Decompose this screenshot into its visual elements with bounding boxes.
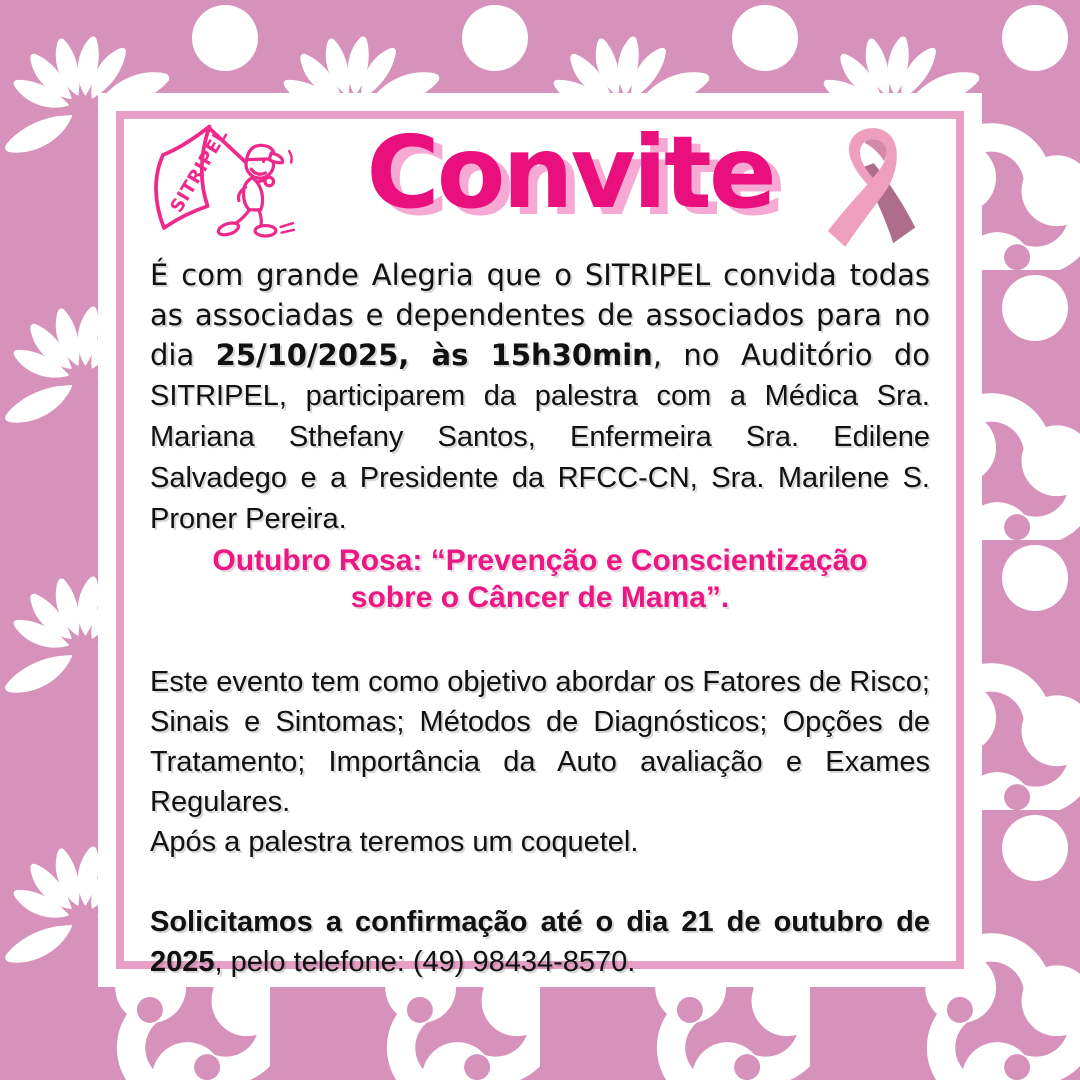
intro-segment-3: , no Auditório do bbox=[652, 338, 931, 373]
logo-flag-text: SITRIPEL bbox=[166, 125, 233, 217]
card-header bbox=[98, 93, 982, 243]
intro-segment-4: SITRIPEL, participarem da palestra com a Médica Sra. Mariana Sthefany Santos, Enfermeira Sra. Edilene Salvadego e a Presidente da RFCC-CN, Sra. Marilene S. Proner Pereira. bbox=[150, 380, 930, 536]
invitation-card bbox=[98, 93, 982, 987]
intro-segment-1: É com grande Alegria que o SITRIPEL convida todas as associadas e dependentes de associados para no dia bbox=[150, 258, 930, 373]
ribbon-loop-and-left-tail bbox=[828, 128, 897, 247]
sitripel-mascot-logo bbox=[142, 117, 314, 245]
pink-ribbon-icon bbox=[826, 125, 918, 249]
cocktail-note: Após a palestra teremos um coquetel. bbox=[150, 826, 639, 859]
heading-line-2: sobre o Câncer de Mama”. bbox=[350, 580, 730, 614]
outubro-rosa-heading bbox=[150, 543, 930, 616]
confirmation-paragraph bbox=[150, 902, 930, 982]
invitation-text bbox=[98, 243, 982, 982]
intro-paragraph bbox=[150, 255, 930, 539]
event-date-time: 25/10/2025, às 15h30min bbox=[215, 338, 653, 373]
event-topics-paragraph: Este evento tem como objetivo abordar os Fatores de Risco; Sinais e Sintomas; Métodos de Diagnósticos; Opções de Tratamento; Importância da Auto avaliação e Exames Regulares. bbox=[150, 666, 930, 819]
page-title: Convite bbox=[366, 114, 774, 231]
confirmation-deadline: Solicitamos a confirmação até o dia 21 de outubro de 2025 bbox=[150, 906, 930, 979]
confirmation-phone: , pelo telefone: (49) 98434-8570. bbox=[214, 946, 636, 979]
mascot-character-icon bbox=[217, 145, 294, 237]
heading-line-1: Outubro Rosa: “Prevenção e Conscientização bbox=[212, 544, 868, 578]
